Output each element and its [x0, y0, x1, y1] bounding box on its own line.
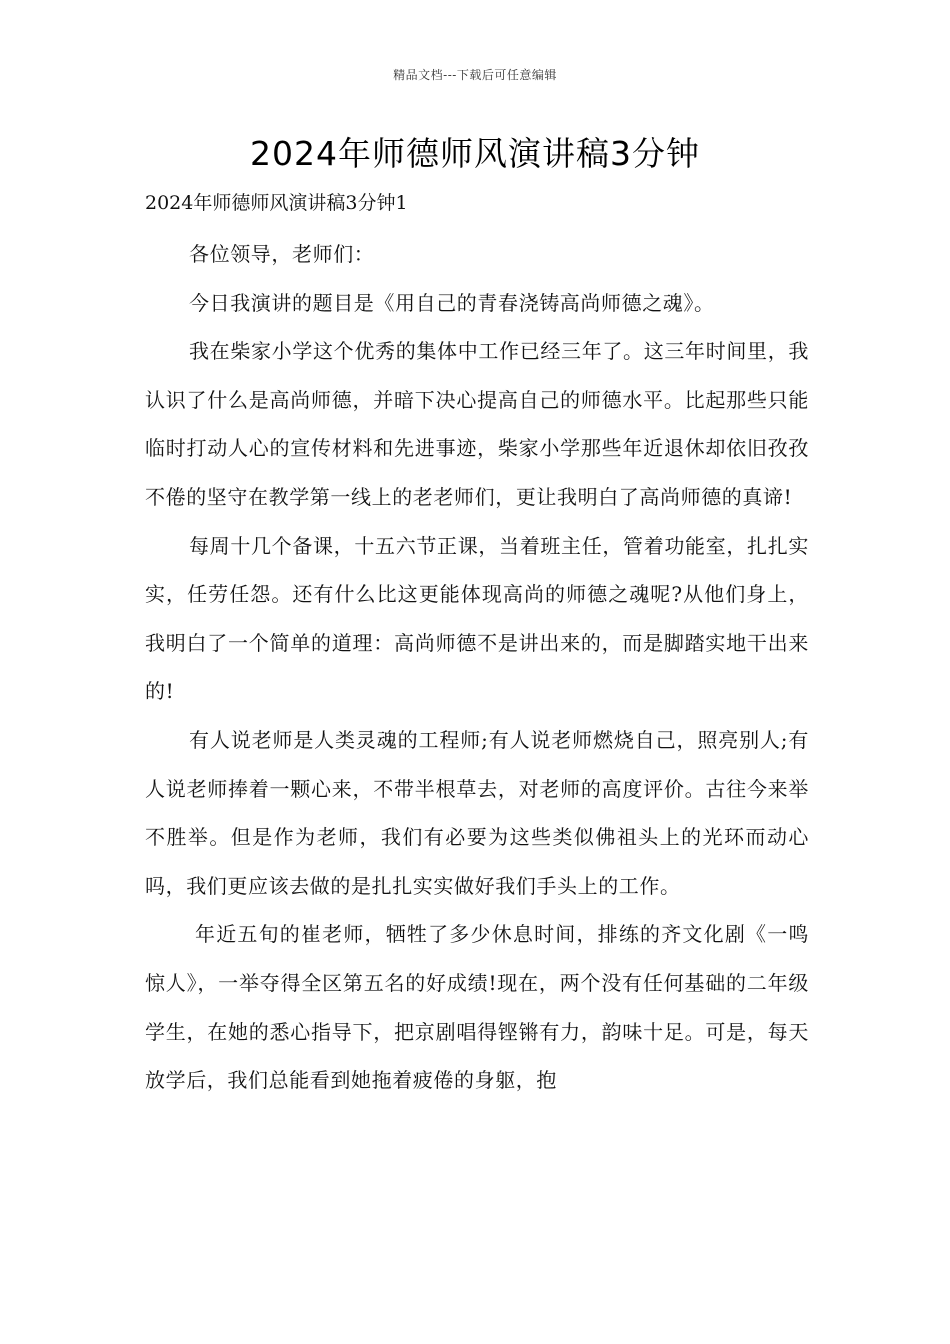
paragraph-body: 我在柴家小学这个优秀的集体中工作已经三年了。这三年时间里，我认识了什么是高尚师德，并暗下决心提高自己的师德水平。比起那些只能临时打动人心的宣传材料和先进事迹，柴家小学那些年近退休却依旧孜孜不倦的坚守在教学第一线上的老老师们，更让我明白了高尚师德的真谛! — [145, 339, 809, 509]
document-subtitle: 2024年师德师风演讲稿3分钟1 — [145, 192, 408, 214]
document-title: 2024年师德师风演讲稿3分钟 — [250, 134, 700, 173]
document-body — [145, 230, 809, 1105]
paragraph-greeting: 各位领导，老师们： — [189, 242, 375, 266]
paragraph-body: 年近五旬的崔老师，牺牲了多少休息时间，排练的齐文化剧《一鸣惊人》，一举夺得全区第五名的好成绩!现在，两个没有任何基础的二年级学生，在她的悉心指导下，把京剧唱得铿锵有力，韵味十足。可是，每天放学后，我们总能看到她拖着疲倦的身躯，抱 — [145, 922, 809, 1093]
header-note: 精品文档---下载后可任意编辑 — [393, 68, 557, 82]
paragraph-body: 每周十几个备课，十五六节正课，当着班主任，管着功能室，扎扎实实，任劳任怨。还有什么比这更能体现高尚的师德之魂呢?从他们身上，我明白了一个简单的道理：高尚师德不是讲出来的，而是脚踏实地干出来的! — [145, 533, 809, 704]
paragraph-body: 有人说老师是人类灵魂的工程师;有人说老师燃烧自己，照亮别人;有人说老师捧着一颗心来，不带半根草去，对老师的高度评价。古往今来举不胜举。但是作为老师，我们有必要为这些类似佛祖头上的光环而动心吗，我们更应该去做的是扎扎实实做好我们手头上的工作。 — [145, 727, 809, 898]
paragraph-topic: 今日我演讲的题目是《用自己的青春浇铸高尚师德之魂》。 — [189, 290, 715, 315]
